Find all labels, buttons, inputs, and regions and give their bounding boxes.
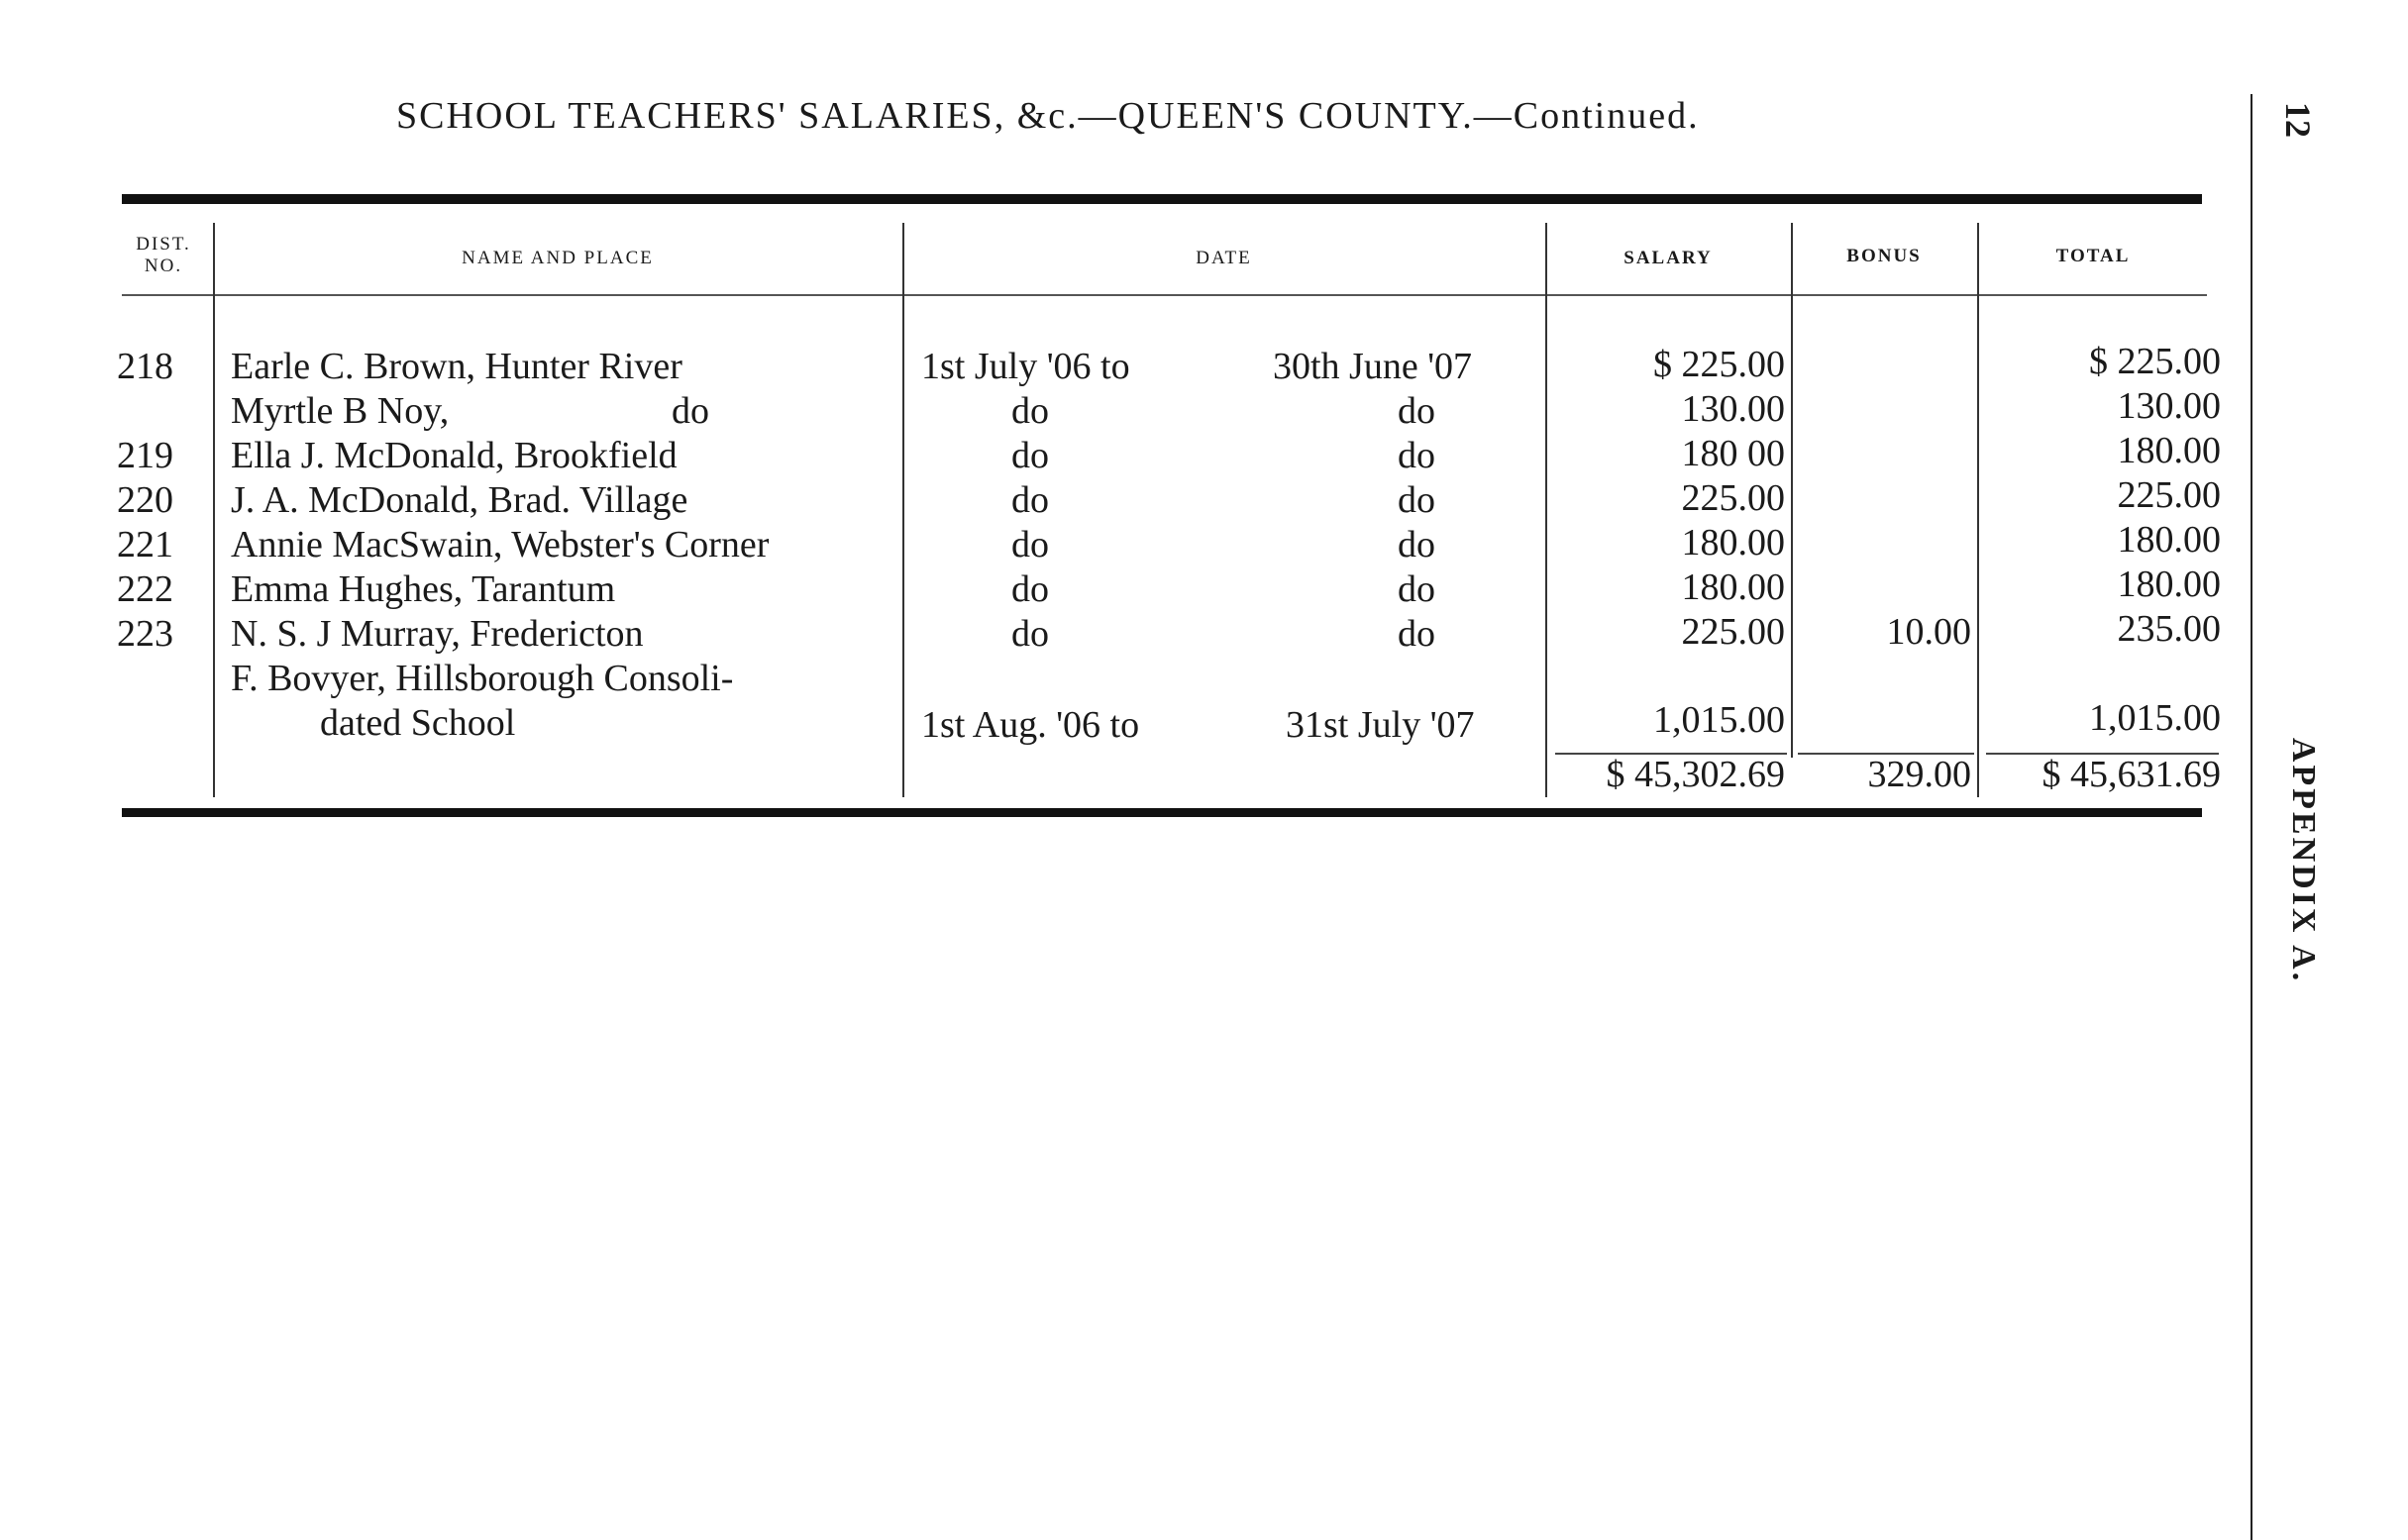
name-place-line2: dated School	[320, 702, 516, 744]
bonus: 10.00	[1886, 611, 1971, 653]
date-to: do	[1398, 479, 1435, 521]
total: 180.00	[2117, 430, 2221, 471]
margin-rule	[2251, 94, 2252, 1540]
name-place-line1: F. Bovyer, Hillsborough Consoli-	[231, 658, 734, 699]
col-divider	[1791, 223, 1793, 758]
date-to: do	[1398, 568, 1435, 610]
dist-no: 223	[117, 613, 173, 655]
date-from: do	[1011, 613, 1049, 655]
date-from: 1st July '06 to	[921, 346, 1130, 387]
salary: 180.00	[1681, 566, 1785, 608]
salary: 180 00	[1681, 433, 1785, 474]
total: 235.00	[2117, 608, 2221, 650]
top-rule	[122, 194, 2202, 204]
page-title: SCHOOL TEACHERS' SALARIES, &c.—QUEEN'S COUNTY.—Continued.	[396, 95, 1700, 137]
dist-no: 221	[117, 524, 173, 565]
name-place: J. A. McDonald, Brad. Village	[231, 479, 688, 521]
bottom-rule	[122, 808, 2202, 817]
grand-total: $ 45,631.69	[2042, 754, 2221, 795]
total: 180.00	[2117, 564, 2221, 605]
col-divider	[213, 223, 215, 797]
header-dist-no	[124, 234, 203, 277]
date-to: do	[1398, 435, 1435, 476]
total: 180.00	[2117, 519, 2221, 561]
total: 130.00	[2117, 385, 2221, 427]
col-divider	[1977, 223, 1979, 797]
name-place: Emma Hughes, Tarantum	[231, 568, 616, 610]
date-to: do	[1398, 524, 1435, 565]
appendix-label: APPENDIX A.	[2285, 737, 2322, 984]
date-from: 1st Aug. '06 to	[921, 704, 1140, 746]
header-rule	[122, 294, 2207, 296]
page-number: 12	[2278, 102, 2318, 138]
col-divider	[1545, 223, 1547, 797]
date-to: 30th June '07	[1273, 346, 1473, 387]
col-divider	[902, 223, 904, 797]
name-place: Annie MacSwain, Webster's Corner	[231, 524, 770, 565]
name-do: do	[672, 390, 709, 432]
total: $ 225.00	[2089, 341, 2221, 382]
header-date: DATE	[1196, 248, 1252, 268]
dist-no: 218	[117, 346, 173, 387]
header-total: TOTAL	[2055, 246, 2131, 266]
dist-no: 222	[117, 568, 173, 610]
date-from: do	[1011, 390, 1049, 432]
total-salary: $ 45,302.69	[1606, 754, 1785, 795]
date-from: do	[1011, 435, 1049, 476]
dist-no: 220	[117, 479, 173, 521]
salary: 180.00	[1681, 522, 1785, 564]
total: 225.00	[2117, 474, 2221, 516]
header-bonus: BONUS	[1846, 246, 1922, 266]
name-place: Ella J. McDonald, Brookfield	[231, 435, 678, 476]
date-to: do	[1398, 390, 1435, 432]
salary: 225.00	[1681, 477, 1785, 519]
salary: 130.00	[1681, 388, 1785, 430]
salary: 225.00	[1681, 611, 1785, 653]
salary: $ 225.00	[1653, 344, 1785, 385]
date-from: do	[1011, 524, 1049, 565]
name-place: N. S. J Murray, Fredericton	[231, 613, 644, 655]
header-dist-no-line2: NO.	[144, 256, 183, 276]
header-dist-no-line1: DIST.	[136, 234, 191, 255]
salary: 1,015.00	[1653, 699, 1785, 741]
date-from: do	[1011, 568, 1049, 610]
date-from: do	[1011, 479, 1049, 521]
total-bonus: 329.00	[1867, 754, 1971, 795]
date-to: do	[1398, 613, 1435, 655]
header-name: NAME AND PLACE	[462, 248, 654, 268]
header-salary: SALARY	[1623, 248, 1713, 268]
total: 1,015.00	[2089, 697, 2221, 739]
date-to: 31st July '07	[1286, 704, 1475, 746]
dist-no: 219	[117, 435, 173, 476]
name-place: Myrtle B Noy,	[231, 390, 450, 432]
name-place: Earle C. Brown, Hunter River	[231, 346, 682, 387]
